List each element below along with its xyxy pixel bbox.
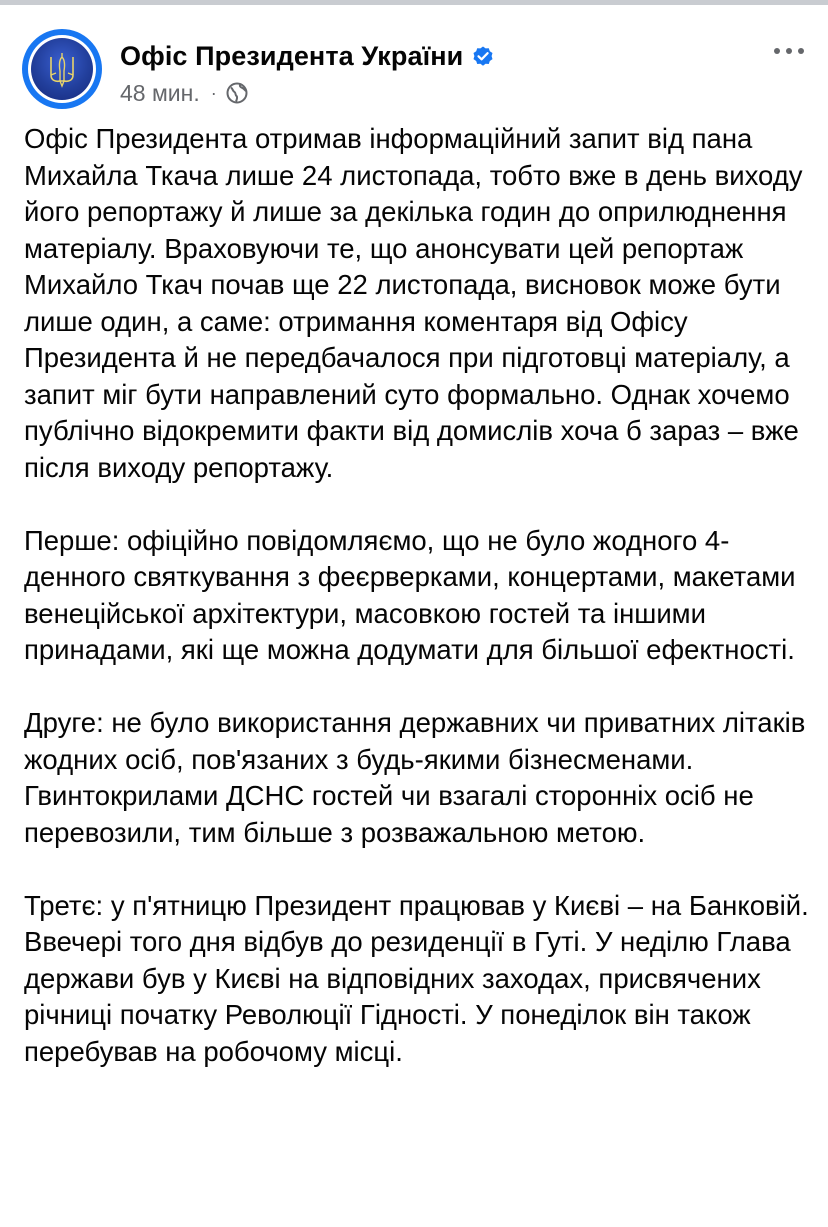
post-paragraph-1: Офіс Президента отримав інформаційний запит від пана Михайла Ткача лише 24 листопада, тобто вже в день виходу його репортажу й лише за декілька годин до оприлюднення матеріалу. Враховуючи те, що анонсувати цей репортаж Михайло Ткач почав ще 22 листопада, висновок може бути лише один, а саме: отримання коментаря від Офісу Президента й не передбачалося при підготовці матеріалу, а запит міг бути направлений суто формально. Однак хочемо публічно відокремити факти від домислів хоча б зараз – вже після виходу репортажу. (24, 123, 803, 483)
meta-separator: · (210, 82, 217, 103)
page-avatar[interactable] (22, 29, 102, 109)
page-name-row (120, 39, 495, 73)
page-name-link[interactable]: Офіс Президента України (120, 40, 464, 71)
post-text (24, 121, 814, 1070)
globe-icon[interactable] (226, 82, 248, 104)
more-dot (798, 48, 804, 54)
more-dot (774, 48, 780, 54)
avatar-ring (28, 35, 96, 103)
avatar-image (31, 38, 93, 100)
post-paragraph-2: Перше: офіційно повідомляємо, що не було жодного 4-денного святкування з феєрверками, концертами, макетами венеційської архітектури, масовкою гостей та іншими принадами, які ще можна додумати для більшої ефектності. (24, 524, 796, 665)
more-dot (786, 48, 792, 54)
post-timestamp[interactable]: 48 мин. (120, 79, 200, 106)
post-paragraph-3: Друге: не було використання державних чи приватних літаків жодних осіб, пов'язаних з будь-якими бізнесменами. Гвинтокрилами ДСНС гостей чи взагалі сторонніх осіб не перевозили, тим більше з розважальною метою. (24, 707, 806, 848)
post-header (0, 5, 828, 115)
trident-icon (48, 51, 76, 89)
verified-badge-icon (471, 44, 495, 68)
more-options-icon[interactable] (764, 33, 814, 69)
post-meta (120, 79, 248, 107)
post-paragraph-4: Третє: у п'ятницю Президент працював у Києві – на Банковій. Ввечері того дня відбув до резиденції в Гуті. У неділю Глава держави був у Києві на відповідних заходах, присвячених річниці початку Революції Гідності. У понеділок він також перебував на робочому місці. (24, 889, 809, 1067)
